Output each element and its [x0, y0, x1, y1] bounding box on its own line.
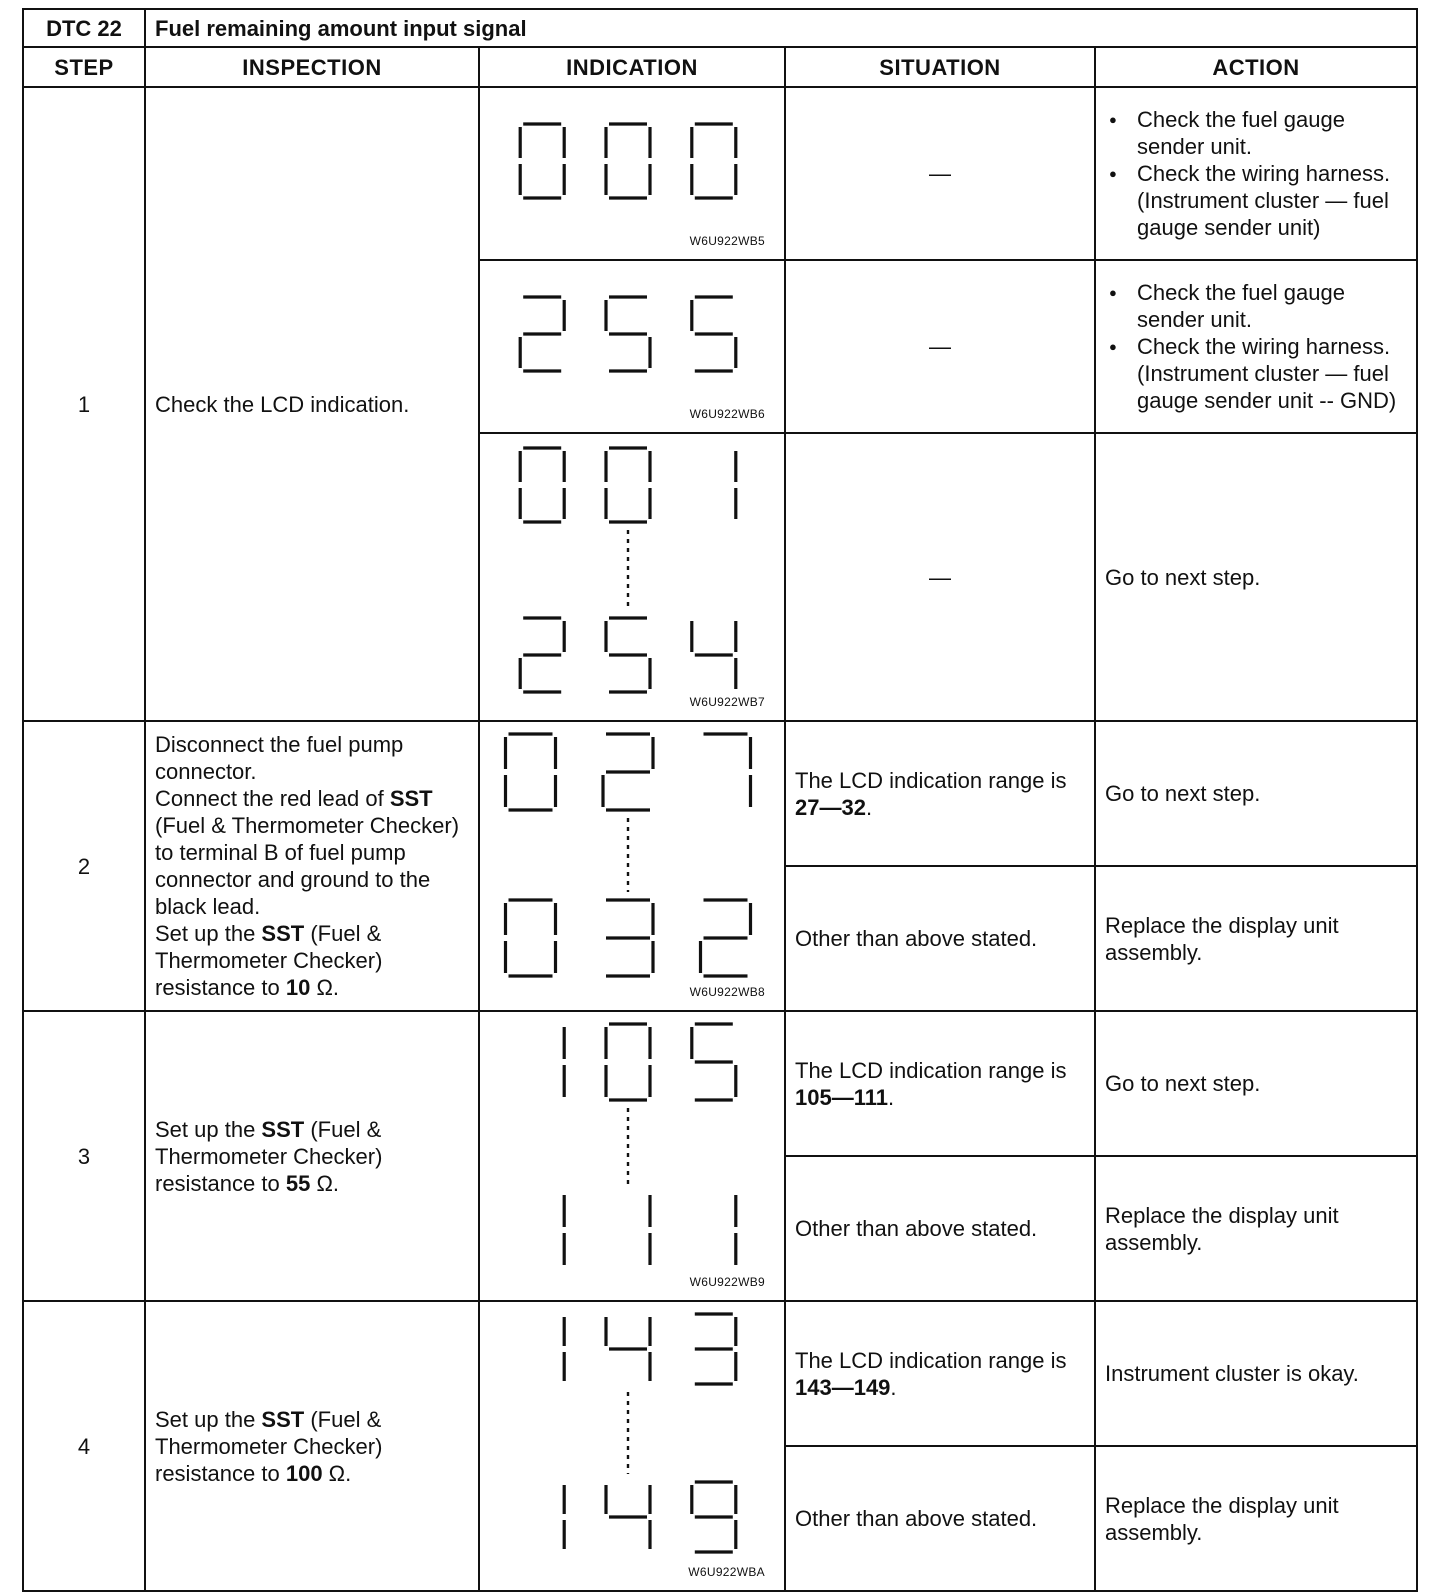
- column-header-situation: SITUATION: [785, 47, 1095, 87]
- lcd-indication: [479, 1301, 785, 1591]
- action-text: Replace the display unit assembly.: [1095, 1156, 1417, 1301]
- column-header-row: [23, 47, 1417, 87]
- step-number: 2: [23, 721, 145, 1011]
- sst-label: SST: [261, 1406, 305, 1432]
- table-row: [23, 721, 1417, 866]
- situation-text: The LCD indication range is 27—32.: [785, 721, 1095, 866]
- step-number: 4: [23, 1301, 145, 1591]
- action-text: Replace the display unit assembly.: [1095, 866, 1417, 1011]
- lcd-display-figure: [489, 1012, 775, 1300]
- resistance-value: 100: [285, 1460, 323, 1486]
- inspection-line: Disconnect the fuel pump connector.: [155, 732, 404, 784]
- inspection-line: Set up the: [155, 921, 262, 946]
- lcd-indication: [479, 721, 785, 1011]
- situation-text: The LCD indication range is 143—149.: [785, 1301, 1095, 1446]
- lcd-indication: [479, 260, 785, 433]
- action-cell: [1095, 260, 1417, 433]
- dtc-code: DTC 22: [23, 9, 145, 47]
- action-text: Replace the display unit assembly.: [1095, 1446, 1417, 1591]
- figure-code: W6U922WB6: [689, 407, 765, 421]
- resistance-value: 10: [285, 975, 311, 1000]
- action-bullet: ● Check the wiring harness. (Instrument cluster — fuel gauge sender unit -- GND): [1137, 333, 1407, 414]
- figure-code: W6U922WB7: [689, 695, 765, 709]
- lcd-indication: [479, 87, 785, 260]
- situation-text: —: [785, 433, 1095, 721]
- action-text: Go to next step.: [1095, 433, 1417, 721]
- table-row: [23, 1011, 1417, 1156]
- lcd-indication: [479, 433, 785, 721]
- action-bullet: ● Check the fuel gauge sender unit.: [1137, 279, 1407, 333]
- range-value: 143—149: [795, 1374, 891, 1400]
- dtc-22-table: [22, 8, 1418, 1592]
- situation-text: The LCD indication range is 105—111.: [785, 1011, 1095, 1156]
- sst-label: SST: [261, 921, 305, 946]
- situation-text: —: [785, 87, 1095, 260]
- sst-label: SST: [389, 786, 433, 811]
- step-number: 1: [23, 87, 145, 721]
- figure-code: W6U922WBA: [688, 1565, 765, 1579]
- figure-code: W6U922WB9: [689, 1275, 765, 1289]
- table-row: [23, 87, 1417, 260]
- inspection-text: Set up the SST (Fuel & Thermometer Checker) resistance to 100 Ω.: [145, 1301, 479, 1591]
- sst-label: SST: [261, 1116, 305, 1142]
- lcd-display-figure: [489, 722, 775, 1010]
- column-header-inspection: INSPECTION: [145, 47, 479, 87]
- figure-code: W6U922WB5: [689, 234, 765, 248]
- action-text: Go to next step.: [1095, 1011, 1417, 1156]
- figure-code: W6U922WB8: [689, 985, 765, 999]
- situation-text: —: [785, 260, 1095, 433]
- lcd-display-figure: [489, 434, 775, 720]
- resistance-value: 55: [285, 1170, 311, 1196]
- situation-text: Other than above stated.: [785, 1446, 1095, 1591]
- column-header-action: ACTION: [1095, 47, 1417, 87]
- column-header-step: STEP: [23, 47, 145, 87]
- inspection-text: Check the LCD indication.: [145, 87, 479, 721]
- step-number: 3: [23, 1011, 145, 1301]
- range-value: 27—32: [795, 794, 866, 820]
- inspection-line: (Fuel & Thermometer Checker) to terminal B of fuel pump connector and ground to the black lead.: [155, 813, 460, 919]
- inspection-text: [145, 721, 479, 1011]
- inspection-line: Ω.: [310, 975, 339, 1000]
- inspection-line: (Fuel & Thermometer Checker) resistance to: [155, 921, 383, 1000]
- action-cell: [1095, 87, 1417, 260]
- situation-text: Other than above stated.: [785, 1156, 1095, 1301]
- action-bullet: ● Check the wiring harness. (Instrument cluster — fuel gauge sender unit): [1137, 160, 1407, 241]
- situation-text: Other than above stated.: [785, 866, 1095, 1011]
- inspection-text: Set up the SST (Fuel & Thermometer Checker) resistance to 55 Ω.: [145, 1011, 479, 1301]
- lcd-display-figure: [489, 1302, 775, 1590]
- column-header-indication: INDICATION: [479, 47, 785, 87]
- range-value: 105—111: [795, 1084, 888, 1110]
- inspection-line: Connect the red lead of: [155, 786, 390, 811]
- table-row: [23, 1301, 1417, 1446]
- action-text: Instrument cluster is okay.: [1095, 1301, 1417, 1446]
- title-row: [23, 9, 1417, 47]
- action-bullet: ● Check the fuel gauge sender unit.: [1137, 106, 1407, 160]
- dtc-title: Fuel remaining amount input signal: [145, 9, 1417, 47]
- lcd-indication: [479, 1011, 785, 1301]
- action-text: Go to next step.: [1095, 721, 1417, 866]
